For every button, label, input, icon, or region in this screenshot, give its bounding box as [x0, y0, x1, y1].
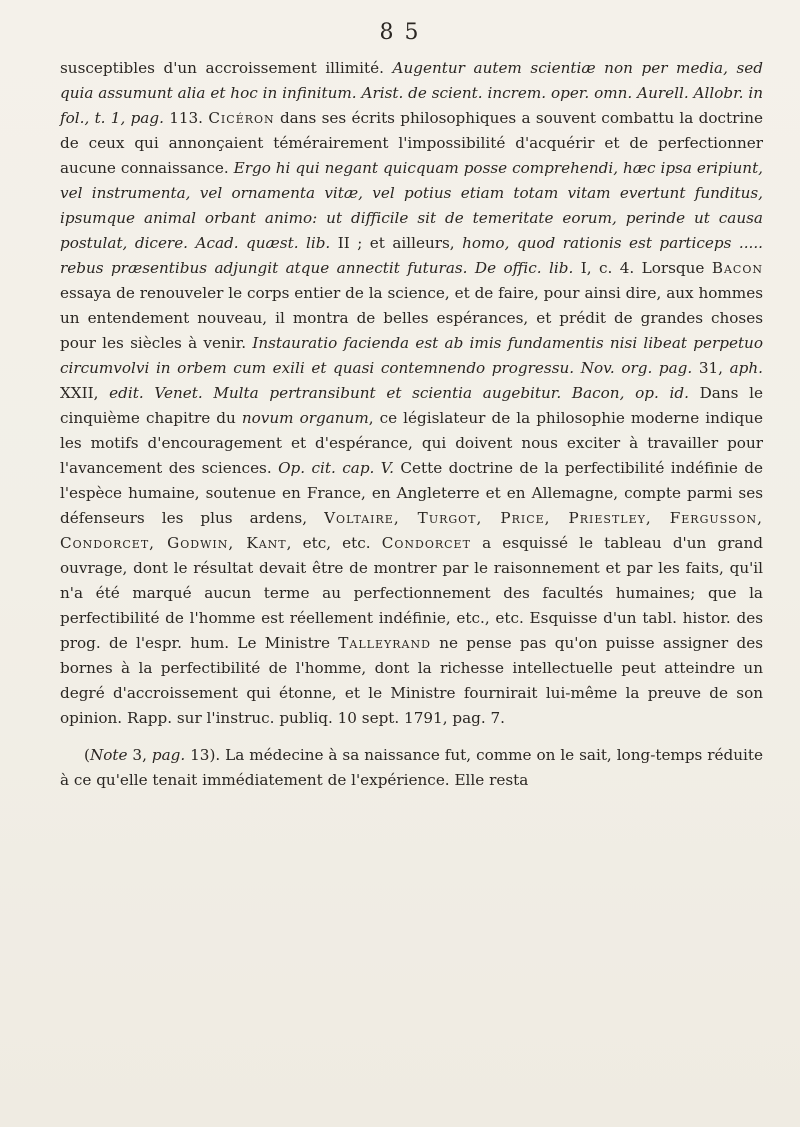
text-run: susceptibles d'un accroissement illimité. — [60, 59, 393, 77]
text-run: Cette doctrine de la perfectibilité indéfinie de l'espèce humaine, soutenue en France, en Angleterre et en Allemagne, compte parmi ses défenseurs les plus ardens, — [60, 459, 763, 527]
latin-quote: homo, quod rationis est particeps ..... rebus præsentibus adjungit atque annectit futuras. De offic. lib. — [60, 234, 764, 277]
text-run: Dans le cinquième chapitre du — [60, 384, 763, 427]
text-run: 113. — [163, 109, 209, 127]
text-run: 13). La médecine à sa naissance fut, comme on le sait, long-temps réduite à ce qu'elle tenait immédiatement de l'expérience. Elle resta — [60, 746, 763, 789]
text-run: , ce législateur de la philosophie moderne indique les motifs d'encouragement et d'espérance, qui doivent nous exciter à travailler pour l'avancement des sciences. — [60, 409, 763, 477]
latin-quote: novum organum — [241, 409, 369, 427]
text-run: ne pense pas qu'on puisse assigner des bornes à la perfectibilité de l'homme, dont la richesse intellectuelle peut atteindre un degré d'accroissement qui étonne, et le Ministre fournirait lui-même la preuve de son opinion. Rapp. sur l'instruc. publiq. 10 sept. 1791, pag. 7. — [60, 634, 763, 727]
text-run: II ; et ailleurs, — [330, 234, 463, 252]
text-run: ( — [84, 746, 90, 764]
text-run: dans ses écrits philosophiques a souvent combattu la doctrine de ceux qui annonçaient témérairement l'impossibilité d'acquérir et de perfectionner aucune connaissance. — [60, 109, 763, 177]
text-run: 3, — [127, 746, 152, 764]
latin-quote: aph. — [729, 359, 763, 377]
body-paragraph — [60, 56, 763, 731]
page-number: 8 5 — [379, 20, 421, 45]
text-run: , etc, etc. — [286, 534, 382, 552]
author-name: Talleyrand — [338, 634, 431, 652]
note-paragraph — [60, 743, 763, 793]
latin-quote: Instauratio facienda est ab imis fundamentis nisi libeat perpetuo circumvolvi in orbem cum exili et quasi contemnendo progressu. Nov. org. pag. — [60, 334, 763, 377]
text-run: 31, — [692, 359, 730, 377]
author-name: Voltaire, Turgot, Price, Priestley, Fergusson, Condorcet, Godwin, Kant — [60, 509, 763, 552]
author-name: Cicéron — [208, 109, 275, 127]
latin-quote: Ergo hi qui negant quicquam posse comprehendi, hæc ipsa eripiunt, vel instrumenta, vel ornamenta vitæ, vel potius etiam totam vitam evertunt funditus, ipsumque animal orbant animo: ut difficile sit de temeritate eorum, perinde ut causa postulat, dicere. Acad. quæst. lib. — [60, 159, 764, 252]
latin-quote: Op. cit. cap. V. — [278, 459, 394, 477]
latin-quote: pag. — [151, 746, 186, 764]
author-name: Bacon — [711, 259, 763, 277]
latin-quote: Note — [89, 746, 128, 764]
latin-quote: edit. Venet. Multa pertransibunt et scientia augebitur. Bacon, op. id. — [109, 384, 689, 402]
author-name: Condorcet — [381, 534, 471, 552]
text-run: essaya de renouveler le corps entier de la science, et de faire, pour ainsi dire, aux hommes un entendement nouveau, il montra de belles espérances, et prédit de grandes choses pour les siècles à venir. — [60, 284, 763, 352]
body-text — [60, 56, 763, 793]
text-run: I, c. 4. Lorsque — [573, 259, 712, 277]
latin-quote: Augentur autem scientiæ non per media, sed quia assumunt alia et hoc in infinitum. Arist. de scient. increm. oper. omn. Aurell. Allobr. in fol., t. 1, pag. — [60, 59, 763, 127]
text-run: XXII, — [60, 384, 110, 402]
text-run: a esquissé le tableau d'un grand ouvrage, dont le résultat devait être de montrer par le raisonnement et par les faits, qu'il n'a été marqué aucun terme au perfectionnement des facultés humaines; que la perfectibilité de l'homme est réellement indéfinie, etc., etc. Esquisse d'un tabl. histor. des prog. de l'espr. hum. Le Ministre — [60, 534, 763, 652]
